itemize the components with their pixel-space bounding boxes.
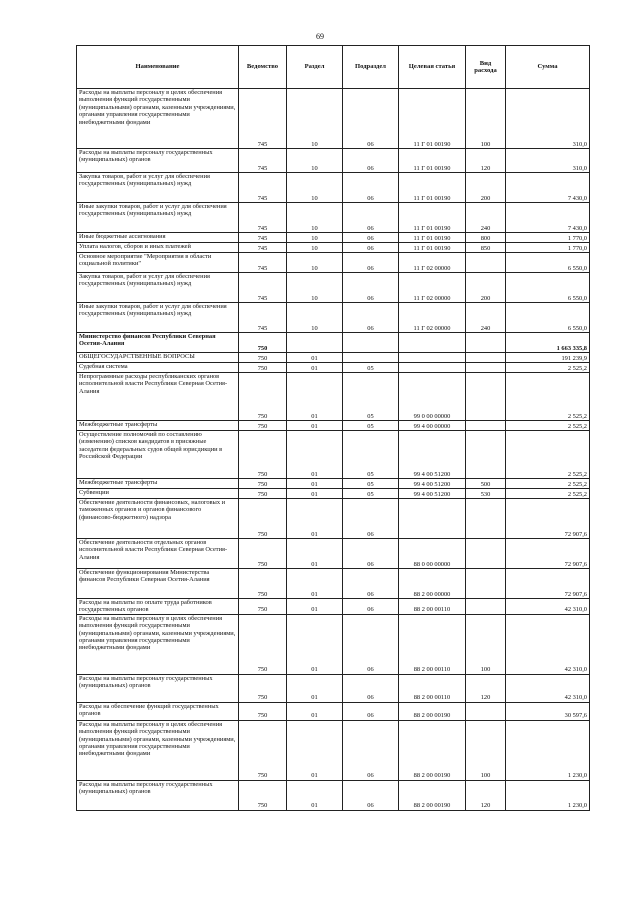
cell-sum: 72 907,6 — [506, 539, 590, 569]
cell-podrazdel — [343, 333, 399, 353]
cell-podrazdel: 06 — [343, 233, 399, 243]
cell-razdel: 01 — [287, 431, 343, 479]
cell-cs: 11 Г 01 00190 — [399, 173, 466, 203]
header-razdel: Раздел — [287, 46, 343, 89]
table-row — [77, 569, 590, 599]
cell-ved: 745 — [239, 253, 287, 273]
table-row — [77, 431, 590, 479]
cell-podrazdel: 05 — [343, 479, 399, 489]
table-row — [77, 89, 590, 149]
cell-podrazdel: 06 — [343, 149, 399, 173]
cell-sum: 2 525,2 — [506, 479, 590, 489]
cell-sum: 2 525,2 — [506, 489, 590, 499]
cell-cs: 99 4 00 51200 — [399, 489, 466, 499]
cell-sum: 42 310,0 — [506, 599, 590, 615]
cell-cs — [399, 333, 466, 353]
cell-sum: 42 310,0 — [506, 674, 590, 702]
cell-name: Расходы на обеспечение функций государственных органов — [77, 702, 239, 720]
table-row — [77, 333, 590, 353]
cell-name: Министерство финансов Республики Северная Осетия-Алания — [77, 333, 239, 353]
cell-cs: 11 Г 02 00000 — [399, 253, 466, 273]
cell-ved: 745 — [239, 273, 287, 303]
cell-razdel: 01 — [287, 479, 343, 489]
page-number: 69 — [316, 32, 324, 41]
cell-ved: 745 — [239, 233, 287, 243]
cell-cs: 88 2 00 00190 — [399, 702, 466, 720]
cell-name: Непрограммные расходы республиканских органов исполнительной власти Республики Северная Осетия-Алания — [77, 373, 239, 421]
cell-sum: 6 550,0 — [506, 273, 590, 303]
cell-sum: 2 525,2 — [506, 431, 590, 479]
cell-cs: 99 0 00 00000 — [399, 373, 466, 421]
budget-table — [76, 45, 590, 811]
cell-ved: 750 — [239, 489, 287, 499]
cell-razdel: 10 — [287, 243, 343, 253]
cell-razdel: 10 — [287, 203, 343, 233]
table-row — [77, 243, 590, 253]
table-row — [77, 273, 590, 303]
cell-podrazdel: 06 — [343, 539, 399, 569]
cell-name: Расходы на выплаты персоналу государственных (муниципальных) органов — [77, 149, 239, 173]
cell-cs: 99 4 00 51200 — [399, 479, 466, 489]
table-row — [77, 373, 590, 421]
cell-cs: 88 0 00 00000 — [399, 539, 466, 569]
cell-sum: 7 430,0 — [506, 173, 590, 203]
cell-name: Уплата налогов, сборов и иных платежей — [77, 243, 239, 253]
cell-razdel: 01 — [287, 780, 343, 810]
cell-podrazdel: 06 — [343, 273, 399, 303]
table-row — [77, 702, 590, 720]
cell-sum: 7 430,0 — [506, 203, 590, 233]
cell-vr: 120 — [466, 780, 506, 810]
cell-vr: 800 — [466, 233, 506, 243]
header-ved: Ведомство — [239, 46, 287, 89]
cell-podrazdel: 05 — [343, 489, 399, 499]
table-row — [77, 479, 590, 489]
cell-razdel: 10 — [287, 273, 343, 303]
cell-ved: 750 — [239, 614, 287, 674]
cell-ved: 745 — [239, 173, 287, 203]
cell-cs: 11 Г 02 00000 — [399, 273, 466, 303]
cell-ved: 750 — [239, 702, 287, 720]
cell-razdel: 01 — [287, 373, 343, 421]
table-row — [77, 303, 590, 333]
cell-ved: 750 — [239, 479, 287, 489]
cell-razdel: 01 — [287, 539, 343, 569]
cell-name: Расходы на выплаты по оплате труда работников государственных органов — [77, 599, 239, 615]
cell-cs: 88 2 00 00190 — [399, 780, 466, 810]
cell-name: Иные бюджетные ассигнования — [77, 233, 239, 243]
cell-podrazdel: 05 — [343, 373, 399, 421]
cell-vr — [466, 373, 506, 421]
cell-sum: 30 597,6 — [506, 702, 590, 720]
cell-ved: 745 — [239, 89, 287, 149]
header-name: Наименование — [77, 46, 239, 89]
cell-name: Расходы на выплаты персоналу в целях обеспечения выполнения функций государственными (муниципальными) органами, казенными учреждениями, органами управления государственными внебюджетными фондами — [77, 720, 239, 780]
cell-name: Субвенции — [77, 489, 239, 499]
table-row — [77, 674, 590, 702]
cell-cs: 88 2 00 00000 — [399, 569, 466, 599]
cell-vr: 100 — [466, 89, 506, 149]
cell-ved: 745 — [239, 243, 287, 253]
cell-name: Межбюджетные трансферты — [77, 479, 239, 489]
cell-razdel: 10 — [287, 149, 343, 173]
header-sum: Сумма — [506, 46, 590, 89]
cell-vr: 100 — [466, 614, 506, 674]
table-row — [77, 489, 590, 499]
cell-vr: 120 — [466, 149, 506, 173]
cell-sum: 72 907,6 — [506, 569, 590, 599]
cell-sum: 1 663 335,8 — [506, 333, 590, 353]
cell-vr — [466, 569, 506, 599]
table-row — [77, 353, 590, 363]
cell-razdel: 01 — [287, 499, 343, 539]
cell-ved: 750 — [239, 373, 287, 421]
cell-ved: 750 — [239, 353, 287, 363]
cell-podrazdel: 06 — [343, 173, 399, 203]
cell-razdel: 01 — [287, 599, 343, 615]
cell-ved: 750 — [239, 499, 287, 539]
cell-vr — [466, 333, 506, 353]
cell-vr: 530 — [466, 489, 506, 499]
cell-podrazdel: 06 — [343, 243, 399, 253]
cell-cs: 88 2 00 00110 — [399, 614, 466, 674]
cell-name: Обеспечение деятельности отдельных органов исполнительной власти Республики Северная Осетия-Алания — [77, 539, 239, 569]
cell-ved: 750 — [239, 333, 287, 353]
cell-cs: 11 Г 01 00190 — [399, 243, 466, 253]
cell-sum: 72 907,6 — [506, 499, 590, 539]
cell-name: Иные закупки товаров, работ и услуг для обеспечения государственных (муниципальных) нужд — [77, 303, 239, 333]
cell-razdel: 01 — [287, 674, 343, 702]
table-row — [77, 149, 590, 173]
cell-ved: 750 — [239, 539, 287, 569]
cell-cs: 11 Г 01 00190 — [399, 89, 466, 149]
cell-podrazdel — [343, 353, 399, 363]
cell-cs: 88 2 00 00110 — [399, 599, 466, 615]
cell-name: Межбюджетные трансферты — [77, 421, 239, 431]
cell-sum: 310,0 — [506, 89, 590, 149]
cell-podrazdel: 06 — [343, 720, 399, 780]
cell-podrazdel: 06 — [343, 499, 399, 539]
cell-sum: 191 239,9 — [506, 353, 590, 363]
cell-vr: 850 — [466, 243, 506, 253]
cell-podrazdel: 05 — [343, 421, 399, 431]
cell-razdel: 10 — [287, 253, 343, 273]
header-cs: Целевая статья — [399, 46, 466, 89]
cell-name: Иные закупки товаров, работ и услуг для обеспечения государственных (муниципальных) нужд — [77, 203, 239, 233]
cell-razdel: 01 — [287, 720, 343, 780]
cell-razdel: 01 — [287, 614, 343, 674]
cell-name: Осуществление полномочий по составлению (изменению) списков кандидатов в присяжные заседатели федеральных судов общей юрисдикции в Российской Федерации — [77, 431, 239, 479]
cell-podrazdel: 06 — [343, 599, 399, 615]
table-row — [77, 173, 590, 203]
cell-podrazdel: 06 — [343, 674, 399, 702]
cell-name: Расходы на выплаты персоналу в целях обеспечения выполнения функций государственными (муниципальными) органами, казенными учреждениями, органами управления государственными внебюджетными фондами — [77, 89, 239, 149]
table-row — [77, 203, 590, 233]
cell-ved: 745 — [239, 203, 287, 233]
cell-vr: 120 — [466, 674, 506, 702]
cell-vr: 500 — [466, 479, 506, 489]
cell-sum: 1 230,0 — [506, 720, 590, 780]
cell-name: Обеспечение деятельности финансовых, налоговых и таможенных органов и органов финансового (финансово-бюджетного) надзора — [77, 499, 239, 539]
cell-razdel — [287, 333, 343, 353]
table-row — [77, 599, 590, 615]
cell-razdel: 01 — [287, 363, 343, 373]
cell-vr: 100 — [466, 720, 506, 780]
cell-cs: 11 Г 01 00190 — [399, 149, 466, 173]
cell-ved: 745 — [239, 149, 287, 173]
cell-razdel: 01 — [287, 421, 343, 431]
cell-vr: 200 — [466, 273, 506, 303]
cell-ved: 750 — [239, 674, 287, 702]
table-row — [77, 499, 590, 539]
table-row — [77, 539, 590, 569]
cell-cs: 11 Г 02 00000 — [399, 303, 466, 333]
cell-vr: 240 — [466, 303, 506, 333]
cell-podrazdel: 06 — [343, 253, 399, 273]
cell-ved: 750 — [239, 599, 287, 615]
cell-cs: 11 Г 01 00190 — [399, 203, 466, 233]
table-row — [77, 253, 590, 273]
cell-razdel: 01 — [287, 489, 343, 499]
cell-sum: 2 525,2 — [506, 363, 590, 373]
cell-vr — [466, 421, 506, 431]
cell-razdel: 01 — [287, 702, 343, 720]
cell-podrazdel: 06 — [343, 89, 399, 149]
cell-ved: 745 — [239, 303, 287, 333]
cell-cs: 99 4 00 00000 — [399, 421, 466, 431]
cell-podrazdel: 06 — [343, 569, 399, 599]
cell-ved: 750 — [239, 780, 287, 810]
cell-ved: 750 — [239, 421, 287, 431]
cell-ved: 750 — [239, 363, 287, 373]
cell-razdel: 10 — [287, 173, 343, 203]
cell-razdel: 01 — [287, 353, 343, 363]
cell-name: Расходы на выплаты персоналу государственных (муниципальных) органов — [77, 780, 239, 810]
cell-sum: 1 770,0 — [506, 233, 590, 243]
cell-sum: 1 770,0 — [506, 243, 590, 253]
cell-sum: 42 310,0 — [506, 614, 590, 674]
cell-name: Основное мероприятие "Мероприятия в области социальной политики" — [77, 253, 239, 273]
cell-cs: 11 Г 01 00190 — [399, 233, 466, 243]
cell-podrazdel: 05 — [343, 431, 399, 479]
cell-name: Расходы на выплаты персоналу государственных (муниципальных) органов — [77, 674, 239, 702]
cell-name: Закупка товаров, работ и услуг для обеспечения государственных (муниципальных) нужд — [77, 273, 239, 303]
table-header-row — [77, 46, 590, 89]
cell-podrazdel: 05 — [343, 363, 399, 373]
cell-sum: 2 525,2 — [506, 373, 590, 421]
table-row — [77, 233, 590, 243]
cell-podrazdel: 06 — [343, 702, 399, 720]
cell-podrazdel: 06 — [343, 614, 399, 674]
table-row — [77, 614, 590, 674]
header-vr: Вид расхода — [466, 46, 506, 89]
cell-vr: 200 — [466, 173, 506, 203]
cell-ved: 750 — [239, 569, 287, 599]
cell-razdel: 01 — [287, 569, 343, 599]
cell-vr — [466, 431, 506, 479]
cell-vr — [466, 599, 506, 615]
cell-podrazdel: 06 — [343, 303, 399, 333]
cell-name: Закупка товаров, работ и услуг для обеспечения государственных (муниципальных) нужд — [77, 173, 239, 203]
cell-vr — [466, 702, 506, 720]
cell-razdel: 10 — [287, 303, 343, 333]
cell-razdel: 10 — [287, 233, 343, 243]
cell-name: Обеспечение функционирования Министерства финансов Республики Северная Осетия-Алания — [77, 569, 239, 599]
table-row — [77, 421, 590, 431]
cell-vr: 240 — [466, 203, 506, 233]
cell-sum: 6 550,0 — [506, 253, 590, 273]
cell-cs: 99 4 00 51200 — [399, 431, 466, 479]
cell-vr — [466, 363, 506, 373]
table-row — [77, 720, 590, 780]
cell-cs: 88 2 00 00190 — [399, 720, 466, 780]
cell-ved: 750 — [239, 720, 287, 780]
cell-vr — [466, 353, 506, 363]
cell-sum: 310,0 — [506, 149, 590, 173]
cell-vr — [466, 253, 506, 273]
cell-razdel: 10 — [287, 89, 343, 149]
table-row — [77, 780, 590, 810]
cell-cs — [399, 499, 466, 539]
cell-cs — [399, 363, 466, 373]
cell-cs: 88 2 00 00110 — [399, 674, 466, 702]
cell-ved: 750 — [239, 431, 287, 479]
cell-sum: 6 550,0 — [506, 303, 590, 333]
cell-name: Расходы на выплаты персоналу в целях обеспечения выполнения функций государственными (муниципальными) органами, казенными учреждениями, органами управления государственными внебюджетными фондами — [77, 614, 239, 674]
cell-name: ОБЩЕГОСУДАРСТВЕННЫЕ ВОПРОСЫ — [77, 353, 239, 363]
cell-podrazdel: 06 — [343, 780, 399, 810]
cell-cs — [399, 353, 466, 363]
cell-sum: 1 230,0 — [506, 780, 590, 810]
cell-sum: 2 525,2 — [506, 421, 590, 431]
cell-name: Судебная система — [77, 363, 239, 373]
cell-podrazdel: 06 — [343, 203, 399, 233]
cell-vr — [466, 539, 506, 569]
table-row — [77, 363, 590, 373]
header-podrazdel: Подраздел — [343, 46, 399, 89]
cell-vr — [466, 499, 506, 539]
